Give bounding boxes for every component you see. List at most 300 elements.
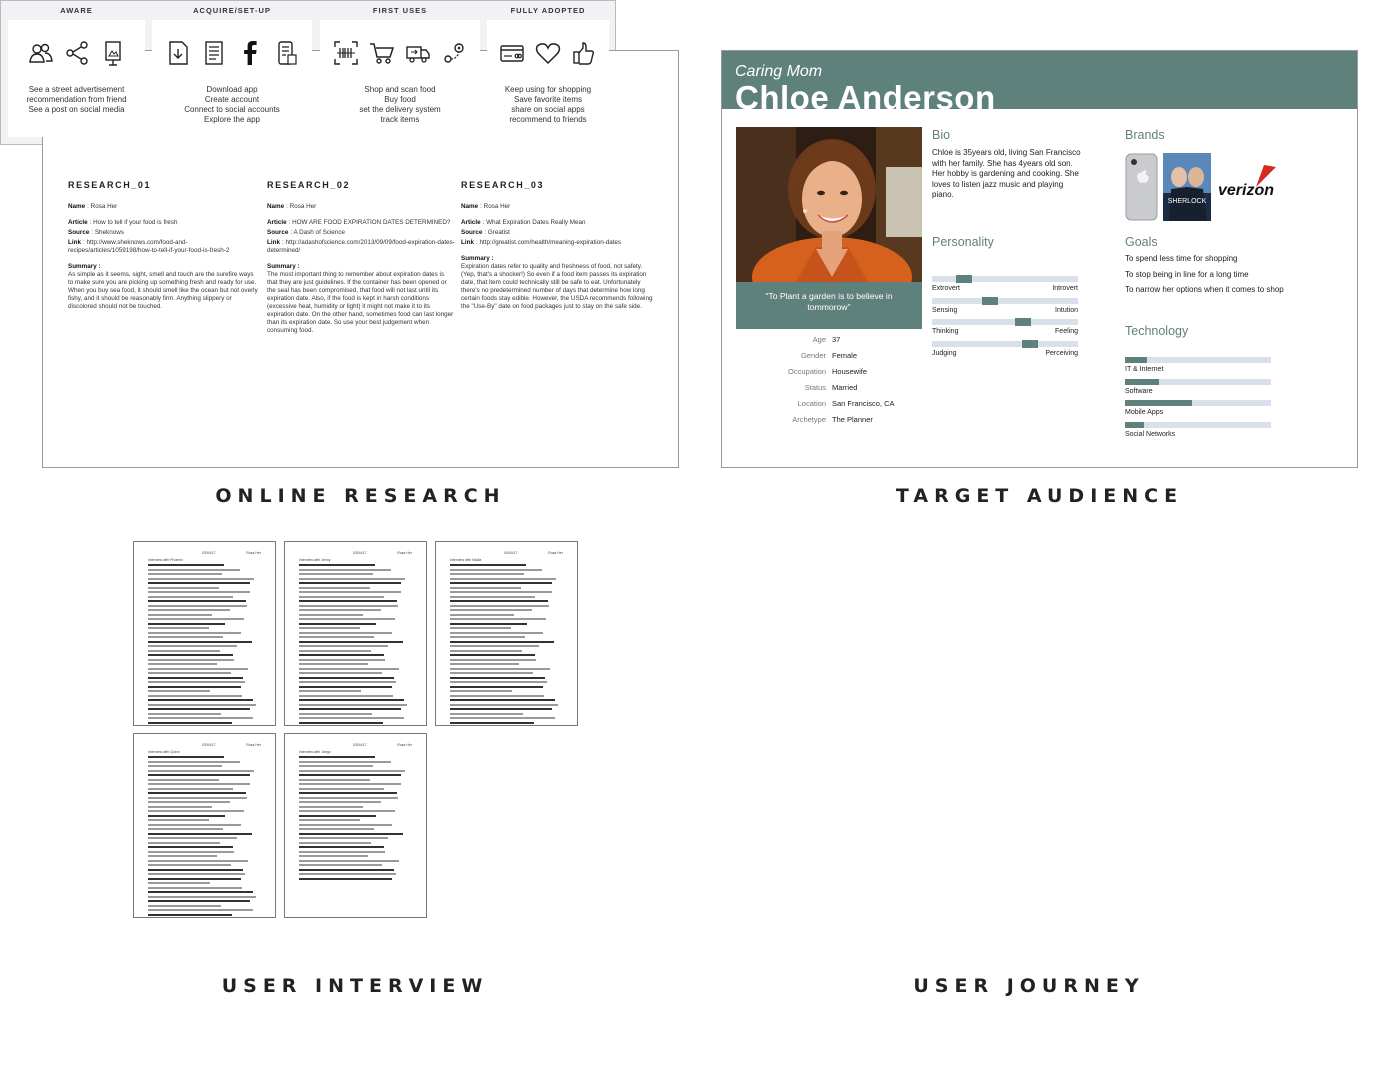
text-line — [299, 618, 395, 620]
text-line — [299, 756, 375, 758]
text-line — [148, 842, 220, 844]
slider-track — [932, 298, 1078, 304]
personality-slider — [932, 276, 1078, 298]
text-line — [148, 681, 245, 683]
persona-name: Chloe Anderson — [735, 79, 996, 116]
text-line — [299, 668, 399, 670]
research-title: RESEARCH_03 — [461, 180, 545, 190]
fact-label: Status — [804, 383, 826, 392]
trait-left-label: Thinking — [932, 328, 959, 335]
download-icon — [165, 40, 191, 71]
text-line — [299, 573, 373, 575]
fact-row — [736, 335, 936, 351]
research-field — [461, 229, 653, 237]
journey-line: Explore the app — [203, 115, 261, 124]
tracking-icon — [441, 40, 467, 71]
text-line — [148, 618, 244, 620]
personality-slider — [932, 341, 1078, 363]
text-line — [148, 672, 231, 674]
text-line — [450, 596, 535, 598]
text-line — [148, 810, 244, 812]
fact-label: Archetype — [792, 415, 826, 424]
goal-item: To stop being in line for a long time — [1125, 269, 1249, 279]
research-column — [461, 181, 653, 311]
share-icon — [64, 40, 90, 71]
journey-line: See a post on social media — [28, 105, 125, 114]
research-field-label: Link — [68, 239, 81, 246]
text-line — [299, 686, 392, 688]
research-field — [267, 239, 455, 255]
text-line — [450, 587, 521, 589]
text-line — [450, 632, 543, 634]
journey-line: See a street advertisement — [28, 85, 125, 94]
research-field-label: Name — [68, 203, 86, 210]
technology-bar — [1125, 357, 1271, 379]
text-line — [148, 614, 212, 616]
interview-page — [133, 733, 276, 918]
verizon-logo — [1216, 163, 1282, 210]
text-line — [148, 654, 233, 656]
text-line — [450, 591, 552, 593]
text-line — [299, 851, 385, 853]
fact-label: Gender — [800, 351, 826, 360]
research-field-label: Article — [68, 219, 88, 226]
text-line — [450, 614, 514, 616]
sherlock-brand-text: SHERLOCK — [1167, 198, 1207, 205]
research-field — [68, 219, 260, 227]
text-line — [148, 761, 240, 763]
page-title: Interview with Quinn — [148, 750, 180, 754]
text-line — [148, 815, 225, 817]
text-line — [299, 708, 401, 710]
text-line — [450, 623, 527, 625]
text-line — [148, 717, 253, 719]
text-line — [148, 909, 253, 911]
text-line — [299, 600, 397, 602]
journey-stage-text — [487, 85, 609, 125]
personality-heading: Personality — [932, 235, 994, 249]
user-journey-panel — [0, 0, 616, 145]
text-line — [148, 864, 231, 866]
persona-kicker: Caring Mom — [735, 63, 823, 80]
brands-heading: Brands — [1125, 128, 1165, 142]
page-header — [450, 551, 563, 562]
text-line — [148, 860, 248, 862]
slider-marker — [1015, 318, 1031, 326]
text-line — [148, 663, 217, 665]
fact-row — [736, 367, 936, 383]
text-line — [450, 677, 545, 679]
text-line — [450, 641, 554, 643]
text-line — [450, 668, 550, 670]
research-field-value: : Rosa Her — [480, 203, 511, 210]
text-line — [148, 900, 250, 902]
journey-line: Download app — [206, 85, 258, 94]
text-line — [148, 756, 224, 758]
research-field-label: Name — [461, 203, 479, 210]
page-text-lines — [148, 756, 257, 918]
tech-label: Social Networks — [1125, 430, 1176, 438]
text-line — [148, 828, 223, 830]
fact-value: The Planner — [832, 415, 873, 424]
text-line — [148, 801, 230, 803]
text-line — [148, 882, 210, 884]
page-text-lines — [148, 564, 257, 726]
text-line — [450, 618, 546, 620]
text-line — [450, 609, 532, 611]
page-header — [299, 743, 412, 754]
text-line — [148, 632, 241, 634]
text-line — [148, 636, 223, 638]
text-line — [148, 708, 250, 710]
text-line — [450, 582, 552, 584]
text-line — [148, 690, 210, 692]
page-date: 03/04/17 — [202, 551, 216, 555]
text-line — [148, 587, 219, 589]
verizon-brand-text: verizon — [1218, 182, 1275, 199]
research-field — [461, 239, 653, 247]
text-line — [450, 654, 535, 656]
text-line — [299, 564, 375, 566]
fact-row — [736, 399, 936, 415]
text-line — [450, 699, 555, 701]
text-line — [148, 699, 253, 701]
text-line — [148, 869, 243, 871]
text-line — [299, 837, 388, 839]
text-line — [299, 765, 373, 767]
text-line — [148, 668, 248, 670]
text-line — [450, 704, 558, 706]
research-field-label: Source — [68, 229, 90, 236]
text-line — [148, 641, 252, 643]
text-line — [148, 833, 252, 835]
research-field — [68, 239, 260, 255]
phone-icon — [273, 40, 299, 71]
tech-fill — [1125, 379, 1159, 385]
trait-left-label: Extrovert — [932, 285, 961, 292]
research-field-value: : http://www.sheknows.com/food-and-recipes/articles/1059198/how-to-tell-if-your-food-is-fresh-2 — [68, 239, 230, 254]
fact-row — [736, 415, 936, 431]
text-line — [299, 833, 403, 835]
text-line — [148, 824, 241, 826]
text-line — [148, 623, 225, 625]
journey-stage-text — [320, 85, 480, 125]
page-date: 03/04/17 — [353, 551, 367, 555]
text-line — [299, 623, 376, 625]
text-line — [299, 797, 398, 799]
journey-stage-card — [320, 20, 480, 137]
text-line — [148, 573, 222, 575]
text-line — [450, 605, 549, 607]
text-line — [299, 699, 404, 701]
delivery-truck-icon — [405, 40, 431, 71]
text-line — [148, 819, 209, 821]
people-icon — [28, 40, 54, 71]
research-field-label: Link — [267, 239, 280, 246]
text-line — [148, 695, 242, 697]
facebook-icon — [237, 40, 263, 71]
cart-icon — [369, 40, 395, 71]
trait-left-label: Judging — [932, 349, 957, 357]
technology-bar — [1125, 400, 1271, 422]
text-line — [148, 645, 237, 647]
research-field-value: : HOW ARE FOOD EXPIRATION DATES DETERMINED? — [288, 219, 451, 226]
persona-header — [722, 51, 1357, 116]
journey-stage-card — [152, 20, 312, 137]
text-line — [299, 663, 368, 665]
text-line — [450, 627, 511, 629]
text-line — [299, 672, 382, 674]
text-line — [148, 596, 233, 598]
text-line — [299, 659, 385, 661]
persona-quote: "To Plant a garden is to believe in tommorow" — [736, 282, 922, 329]
research-field-label: Link — [461, 239, 474, 246]
journey-line: share on social apps — [511, 105, 585, 114]
tech-fill — [1125, 357, 1147, 363]
text-line — [148, 792, 246, 794]
research-column — [68, 181, 260, 311]
billboard-icon — [100, 40, 126, 71]
text-line — [148, 783, 250, 785]
tech-label: Software — [1125, 387, 1153, 395]
text-line — [148, 774, 250, 776]
text-line — [299, 587, 370, 589]
tech-fill — [1125, 422, 1144, 428]
text-line — [148, 891, 253, 893]
sherlock-poster — [1163, 153, 1211, 226]
text-line — [148, 605, 247, 607]
text-line — [148, 600, 246, 602]
text-line — [148, 896, 256, 898]
page-text-lines — [450, 564, 559, 726]
goal-item: To narrow her options when it comes to shop — [1125, 285, 1284, 294]
text-line — [450, 569, 542, 571]
text-line — [299, 864, 382, 866]
journey-line: track items — [380, 115, 420, 124]
text-line — [299, 860, 399, 862]
text-line — [299, 855, 368, 857]
text-line — [148, 713, 221, 715]
research-field — [267, 219, 455, 227]
research-field-value: : http://adashofscience.com/2013/09/09/food-expiration-dates-determined/ — [267, 239, 455, 254]
page-author: Rosa Her — [246, 551, 261, 555]
research-field-value: : Rosa Her — [286, 203, 317, 210]
text-line — [299, 569, 391, 571]
journey-line: Create account — [204, 95, 260, 104]
text-line — [299, 591, 401, 593]
text-line — [450, 722, 534, 724]
page-author: Rosa Her — [548, 551, 563, 555]
journey-stage-title: ACQUIRE/SET-UP — [193, 6, 271, 15]
journey-stage-title: FIRST USES — [372, 6, 428, 15]
research-field-label: Source — [461, 229, 483, 236]
text-line — [299, 761, 391, 763]
page-date: 03/04/17 — [353, 743, 367, 747]
text-line — [450, 695, 544, 697]
text-line — [299, 645, 388, 647]
persona-photo — [736, 127, 922, 282]
journey-stage-title: FULLY ADOPTED — [510, 6, 586, 15]
journey-stage-title: AWARE — [60, 6, 93, 15]
text-line — [450, 663, 519, 665]
journey-line: Save favorite items — [513, 95, 583, 104]
text-line — [148, 846, 233, 848]
fact-value: Married — [832, 383, 858, 392]
interview-page — [133, 541, 276, 726]
journey-line: set the delivery system — [359, 105, 441, 114]
research-title: RESEARCH_01 — [68, 180, 152, 190]
text-line — [148, 627, 209, 629]
text-line — [148, 582, 250, 584]
journey-line: Keep using for shopping — [504, 85, 592, 94]
text-line — [299, 792, 397, 794]
research-field-value: : Rosa Her — [87, 203, 118, 210]
text-line — [299, 654, 384, 656]
text-line — [299, 681, 396, 683]
page-header — [299, 551, 412, 562]
journey-line: recommend to friends — [509, 115, 587, 124]
persona-facts — [736, 335, 936, 431]
text-line — [148, 851, 234, 853]
research-summary-label: Summary : — [461, 255, 494, 262]
tech-track — [1125, 422, 1271, 428]
research-field-value: : Greatist — [484, 229, 510, 236]
research-field-value: : http://greatist.com/health/meaning-expiration-dates — [475, 239, 622, 246]
user-journey-label: USER JOURNEY — [913, 975, 1145, 997]
text-line — [299, 582, 401, 584]
tech-label: IT & Internet — [1125, 366, 1164, 373]
text-line — [299, 828, 374, 830]
text-line — [299, 842, 371, 844]
slider-marker — [956, 275, 972, 283]
text-line — [148, 779, 219, 781]
journey-stage-text — [8, 85, 145, 115]
text-line — [450, 564, 526, 566]
text-line — [148, 722, 232, 724]
page-title: Interview with Nadia — [450, 558, 482, 562]
journey-line: Buy food — [384, 95, 416, 104]
research-field-value: : A Dash of Science — [290, 229, 345, 236]
text-line — [299, 810, 395, 812]
text-line — [450, 708, 552, 710]
text-line — [299, 605, 398, 607]
research-summary: As simple as it seems, sight, smell and touch are the surefire ways to make sure you are picking up something fresh and ready for use. When you buy sea food, it should smell like the ocean but not overly fishy, and it should be reasonably firm. Anything slippery or discolored should not be touched. — [68, 271, 258, 310]
text-line — [148, 686, 241, 688]
text-line — [299, 717, 404, 719]
text-line — [299, 815, 376, 817]
text-line — [148, 797, 247, 799]
research-field — [461, 203, 653, 211]
persona-panel — [721, 50, 1358, 468]
bio-text: Chloe is 35years old, living San Francisco with her family. She has 4years old son. Her hobby is gardening and cooking. She loves to listen jazz music and playing piano. — [932, 148, 1081, 200]
text-line — [299, 873, 396, 875]
page-title: Interview with Jaego — [299, 750, 331, 754]
thumbs-up-icon — [571, 40, 597, 71]
goals-heading: Goals — [1125, 235, 1158, 249]
text-line — [450, 650, 522, 652]
research-field-value: : How to tell if your food is fresh — [89, 219, 178, 226]
tech-track — [1125, 357, 1271, 363]
research-summary-label: Summary : — [68, 263, 101, 270]
text-line — [148, 650, 220, 652]
page-title: Interview with Jenny — [299, 558, 331, 562]
text-line — [450, 717, 555, 719]
journey-stage-card — [8, 20, 145, 137]
text-line — [148, 609, 230, 611]
text-line — [299, 770, 405, 772]
barcode-scan-icon — [333, 40, 359, 71]
text-line — [148, 591, 250, 593]
fact-value: 37 — [832, 335, 841, 344]
journey-icons — [320, 40, 480, 71]
research-title: RESEARCH_02 — [267, 180, 351, 190]
text-line — [148, 905, 221, 907]
text-line — [148, 704, 256, 706]
text-line — [299, 806, 363, 808]
research-field-label: Name — [267, 203, 285, 210]
document-icon — [201, 40, 227, 71]
trait-right-label: Feeling — [1055, 328, 1078, 335]
research-summary-label: Summary : — [267, 263, 300, 270]
text-line — [450, 578, 556, 580]
text-line — [299, 636, 374, 638]
trait-right-label: Intution — [1055, 306, 1078, 314]
text-line — [148, 806, 212, 808]
research-summary: Expiration dates refer to quality and freshness of food, not safety. (Yep, that's a shocker!) So even if a food item passes its expiration date, that item could technically still be safe to eat. Unfortunately there's no predetermined number of days that determine how long certain foods stay edible. However, the USDA recommends following the "Use-By" date on food packages just to stay on the safe side. — [461, 263, 653, 310]
interview-page — [435, 541, 578, 726]
text-line — [299, 878, 392, 880]
slider-marker — [982, 297, 998, 305]
research-field — [461, 219, 653, 227]
research-field-label: Source — [267, 229, 289, 236]
research-field — [68, 229, 260, 237]
text-line — [450, 636, 525, 638]
text-line — [148, 855, 217, 857]
text-line — [299, 690, 361, 692]
journey-line: Connect to social accounts — [184, 105, 280, 114]
text-line — [299, 641, 403, 643]
text-line — [299, 704, 407, 706]
trait-left-label: Sensing — [932, 306, 958, 314]
text-line — [148, 569, 240, 571]
text-line — [450, 686, 543, 688]
target-audience-label: TARGET AUDIENCE — [895, 485, 1184, 507]
page-date: 03/04/17 — [504, 551, 518, 555]
text-line — [299, 801, 381, 803]
research-field-value: : Sheknows — [91, 229, 124, 236]
bio-heading: Bio — [932, 128, 951, 142]
tech-fill — [1125, 400, 1192, 406]
text-line — [299, 774, 401, 776]
text-line — [299, 846, 384, 848]
page-text-lines — [299, 756, 408, 882]
fact-value: Female — [832, 351, 858, 360]
slider-track — [932, 276, 1078, 282]
online-research-label: ONLINE RESEARCH — [215, 485, 506, 507]
page-date: 03/04/17 — [202, 743, 216, 747]
text-line — [299, 627, 360, 629]
text-line — [148, 765, 222, 767]
research-field-value: : What Expiration Dates Really Mean — [482, 219, 586, 226]
interview-page — [284, 541, 427, 726]
text-line — [299, 677, 394, 679]
text-line — [148, 677, 243, 679]
text-line — [299, 609, 381, 611]
personality-slider — [932, 319, 1078, 341]
slider-track — [932, 319, 1078, 325]
user-interview-label: USER INTERVIEW — [221, 975, 489, 997]
text-line — [148, 914, 232, 916]
